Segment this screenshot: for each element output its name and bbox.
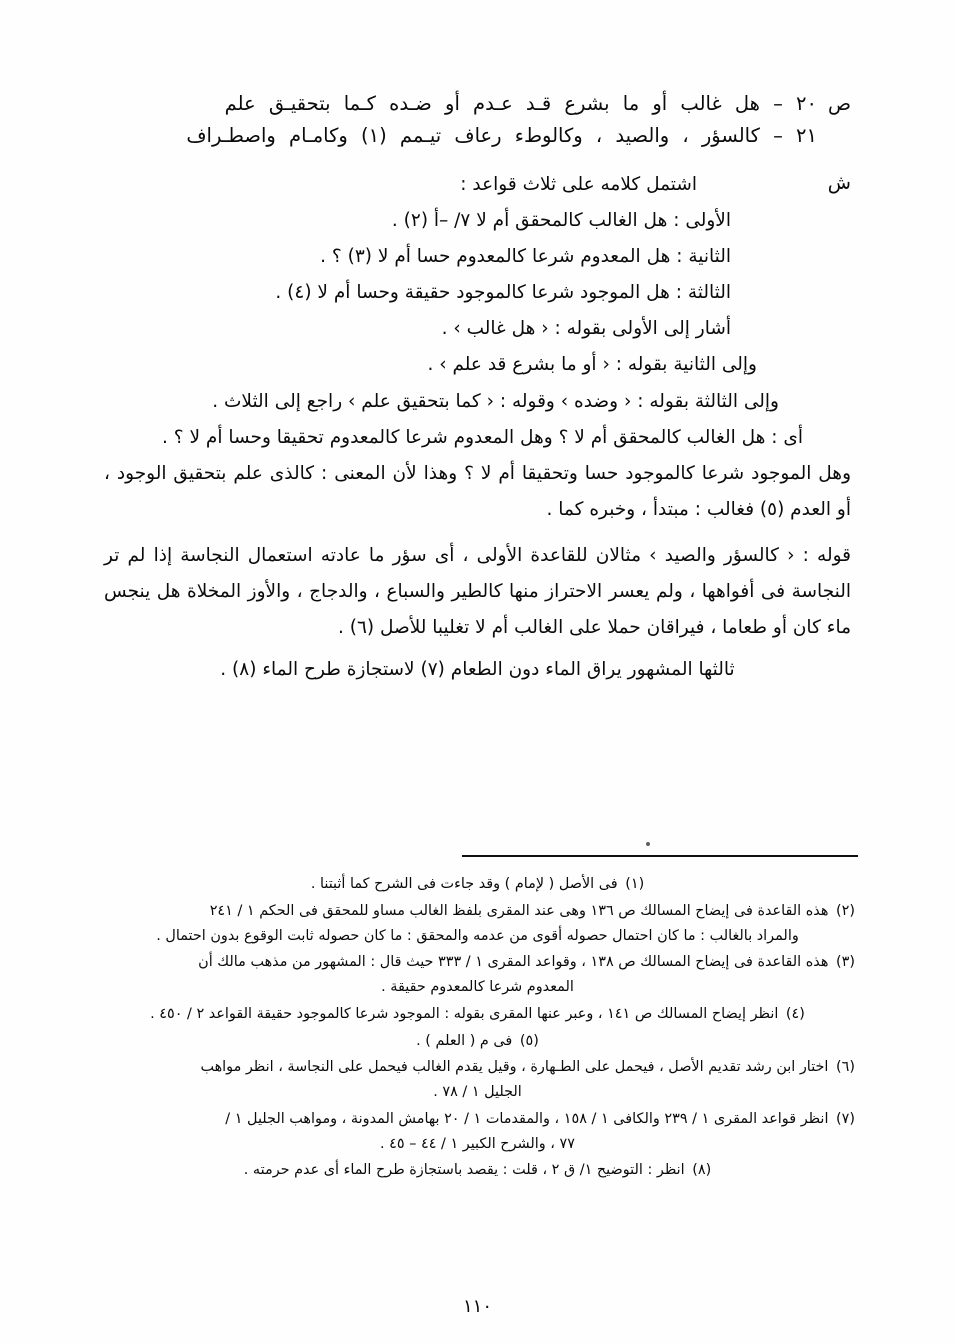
sharh-body [104, 167, 817, 456]
footnote-text-continued: والمراد بالغالب : ما كان احتمال حصوله أقوى من عدمه والمحقق : ما كان حصوله ثابت الوقوع بدون احتمال . [156, 927, 799, 944]
footnote-marker: (٢) [836, 902, 855, 919]
ink-smudge [646, 842, 650, 846]
sharh-line: الأولى : هل الغالب كالمحقق أم لا ٧/ –أ (٢) . [391, 210, 731, 232]
footnote-text: فى الأصل ( لإمام ) وقد جاءت فى الشرح كما أثبتنا . [310, 876, 618, 892]
footnote-text-continued: الجليل ١ / ٧٨ . [433, 1084, 522, 1101]
footnote-marker: (٥) [519, 1032, 539, 1049]
sharh-line: وإلى الثانية بقوله : ‹ أو ما بشرع قد علم › . [427, 354, 757, 376]
matn-line: ٢١ – كالسؤر ، والصيد ، وكالوطء رعاف تيـمم (١) وكامـام واصطـراف [186, 123, 817, 147]
footnote-text: انظر إيضاح المسالك ص ١٤١ ، وعبر عنها المقرى بقوله : الموجود شرعا كالموجود حقيقة القواعد ٢ / ٤٥٠ . [150, 1005, 779, 1022]
footnote-marker: (٤) [785, 1005, 805, 1022]
footnote-item [100, 1002, 855, 1027]
footnote-marker: (٧) [836, 1110, 855, 1127]
sharh-line: الثانية : هل المعدوم شرعا كالمعدوم حسا أم لا (٣) ؟ . [320, 246, 731, 268]
sharh-line: الثالثة : هل الموجود شرعا كالموجود حقيقة وحسا أم لا (٤) . [275, 282, 731, 304]
footnote-text: فى م ( العلم ) . [416, 1032, 513, 1049]
footnote-item [100, 899, 855, 949]
footnote-item [100, 950, 855, 1000]
footnote-text: اختار ابن رشد تقديم الأصل ، فيحمل على الطـهارة ، وقيل يقدم الغالب فيحمل على النجاسة ، انظر مواهب [200, 1059, 829, 1076]
footnote-item [100, 1055, 855, 1105]
matn-sigil: ص [828, 93, 851, 115]
footnote-marker: (١) [625, 876, 645, 892]
footnote-marker: (٣) [836, 954, 855, 971]
footnote-item [100, 1029, 855, 1054]
footnote-text-continued: المعدوم شرعا كالمعدوم حقيقة . [381, 979, 574, 996]
matn-block [104, 88, 851, 151]
footnote-text: انظر قواعد المقرى ١ / ٢٣٩ والكافى ١ / ١٥٨ ، والمقدمات ١ / ٢٠ بهامش المدونة ، ومواهب الجليل ١ / [225, 1110, 829, 1127]
page-number: ١١٠ [462, 1296, 492, 1317]
sharh-paragraph: قوله : ‹ كالسؤر والصيد › مثالان للقاعدة الأولى ، أى سؤر ما عادته استعمال النجاسة إذا لم تر النجاسة فى أفواهها ، ولم يعسر الاحتراز منها كالطير والسباع ، والدجاج ، والأوز المخلاة هل ينجس ماء كان أو طعاما ، فيراقان حملا على الغالب أم لا تغليبا للأصل (٦) . [104, 544, 851, 638]
footnote-text-continued: ٧٧ ، والشرح الكبير ١ / ٤٤ – ٤٥ . [380, 1135, 575, 1152]
footnote-text: انظر : التوضيح ١/ ق ٢ ، قلت : يقصد باستجازة طرح الماء أى عدم حرمته . [243, 1162, 685, 1179]
sharh-block [104, 167, 851, 456]
sharh-line: أى : هل الغالب كالمحقق أم لا ؟ وهل المعدوم شرعا كالمعدوم تحقيقا وحسا أم لا ؟ . [162, 426, 803, 448]
sharh-paragraph: وهل الموجود شرعا كالموجود حسا وتحقيقا أم لا ؟ وهذا لأن المعنى : كالذى علم بتحقيق الوجود ، أو العدم (٥) فغالب : مبتدأ ، وخبره كما . [104, 462, 851, 520]
matn-lines [104, 88, 817, 151]
sharh-line: وإلى الثالثة بقوله : ‹ وضده › وقوله : ‹ كما بتحقيق علم › راجع إلى الثلاث . [212, 390, 779, 412]
footnote-separator [462, 855, 858, 857]
matn-line: ٢٠ – هل غالب أو ما بشرع قـد عـدم أو ضـده كـما بتحقيـق علم [224, 92, 817, 115]
footnote-text: هذه القاعدة فى إيضاح المسالك ص ١٣٨ ، وقواعد المقرى ١ / ٣٣٣ حيث قال : المشهور من مذهب مالك أن [198, 954, 829, 971]
footnote-item [100, 1158, 855, 1183]
sharh-paragraph: ثالثها المشهور يراق الماء دون الطعام (٧) لاستجازة طرح الماء (٨) . [220, 658, 735, 680]
footnote-text: هذه القاعدة فى إيضاح المسالك ص ١٣٦ وهى عند المقرى بلفظ الغالب مساو للمحقق فى الحكم ١ / ٢٤١ [209, 902, 829, 919]
sharh-line: اشتمل كلامه على ثلاث قواعد : [460, 174, 697, 196]
footnote-item [100, 1107, 855, 1157]
footnote-marker: (٦) [836, 1059, 855, 1076]
footnote-marker: (٨) [692, 1162, 712, 1179]
page-body [104, 88, 851, 688]
sharh-line: أشار إلى الأولى بقوله : ‹ هل غالب › . [441, 318, 731, 340]
footnote-item [100, 872, 855, 897]
sharh-sigil: ش [827, 172, 851, 195]
footnotes [100, 872, 855, 1185]
